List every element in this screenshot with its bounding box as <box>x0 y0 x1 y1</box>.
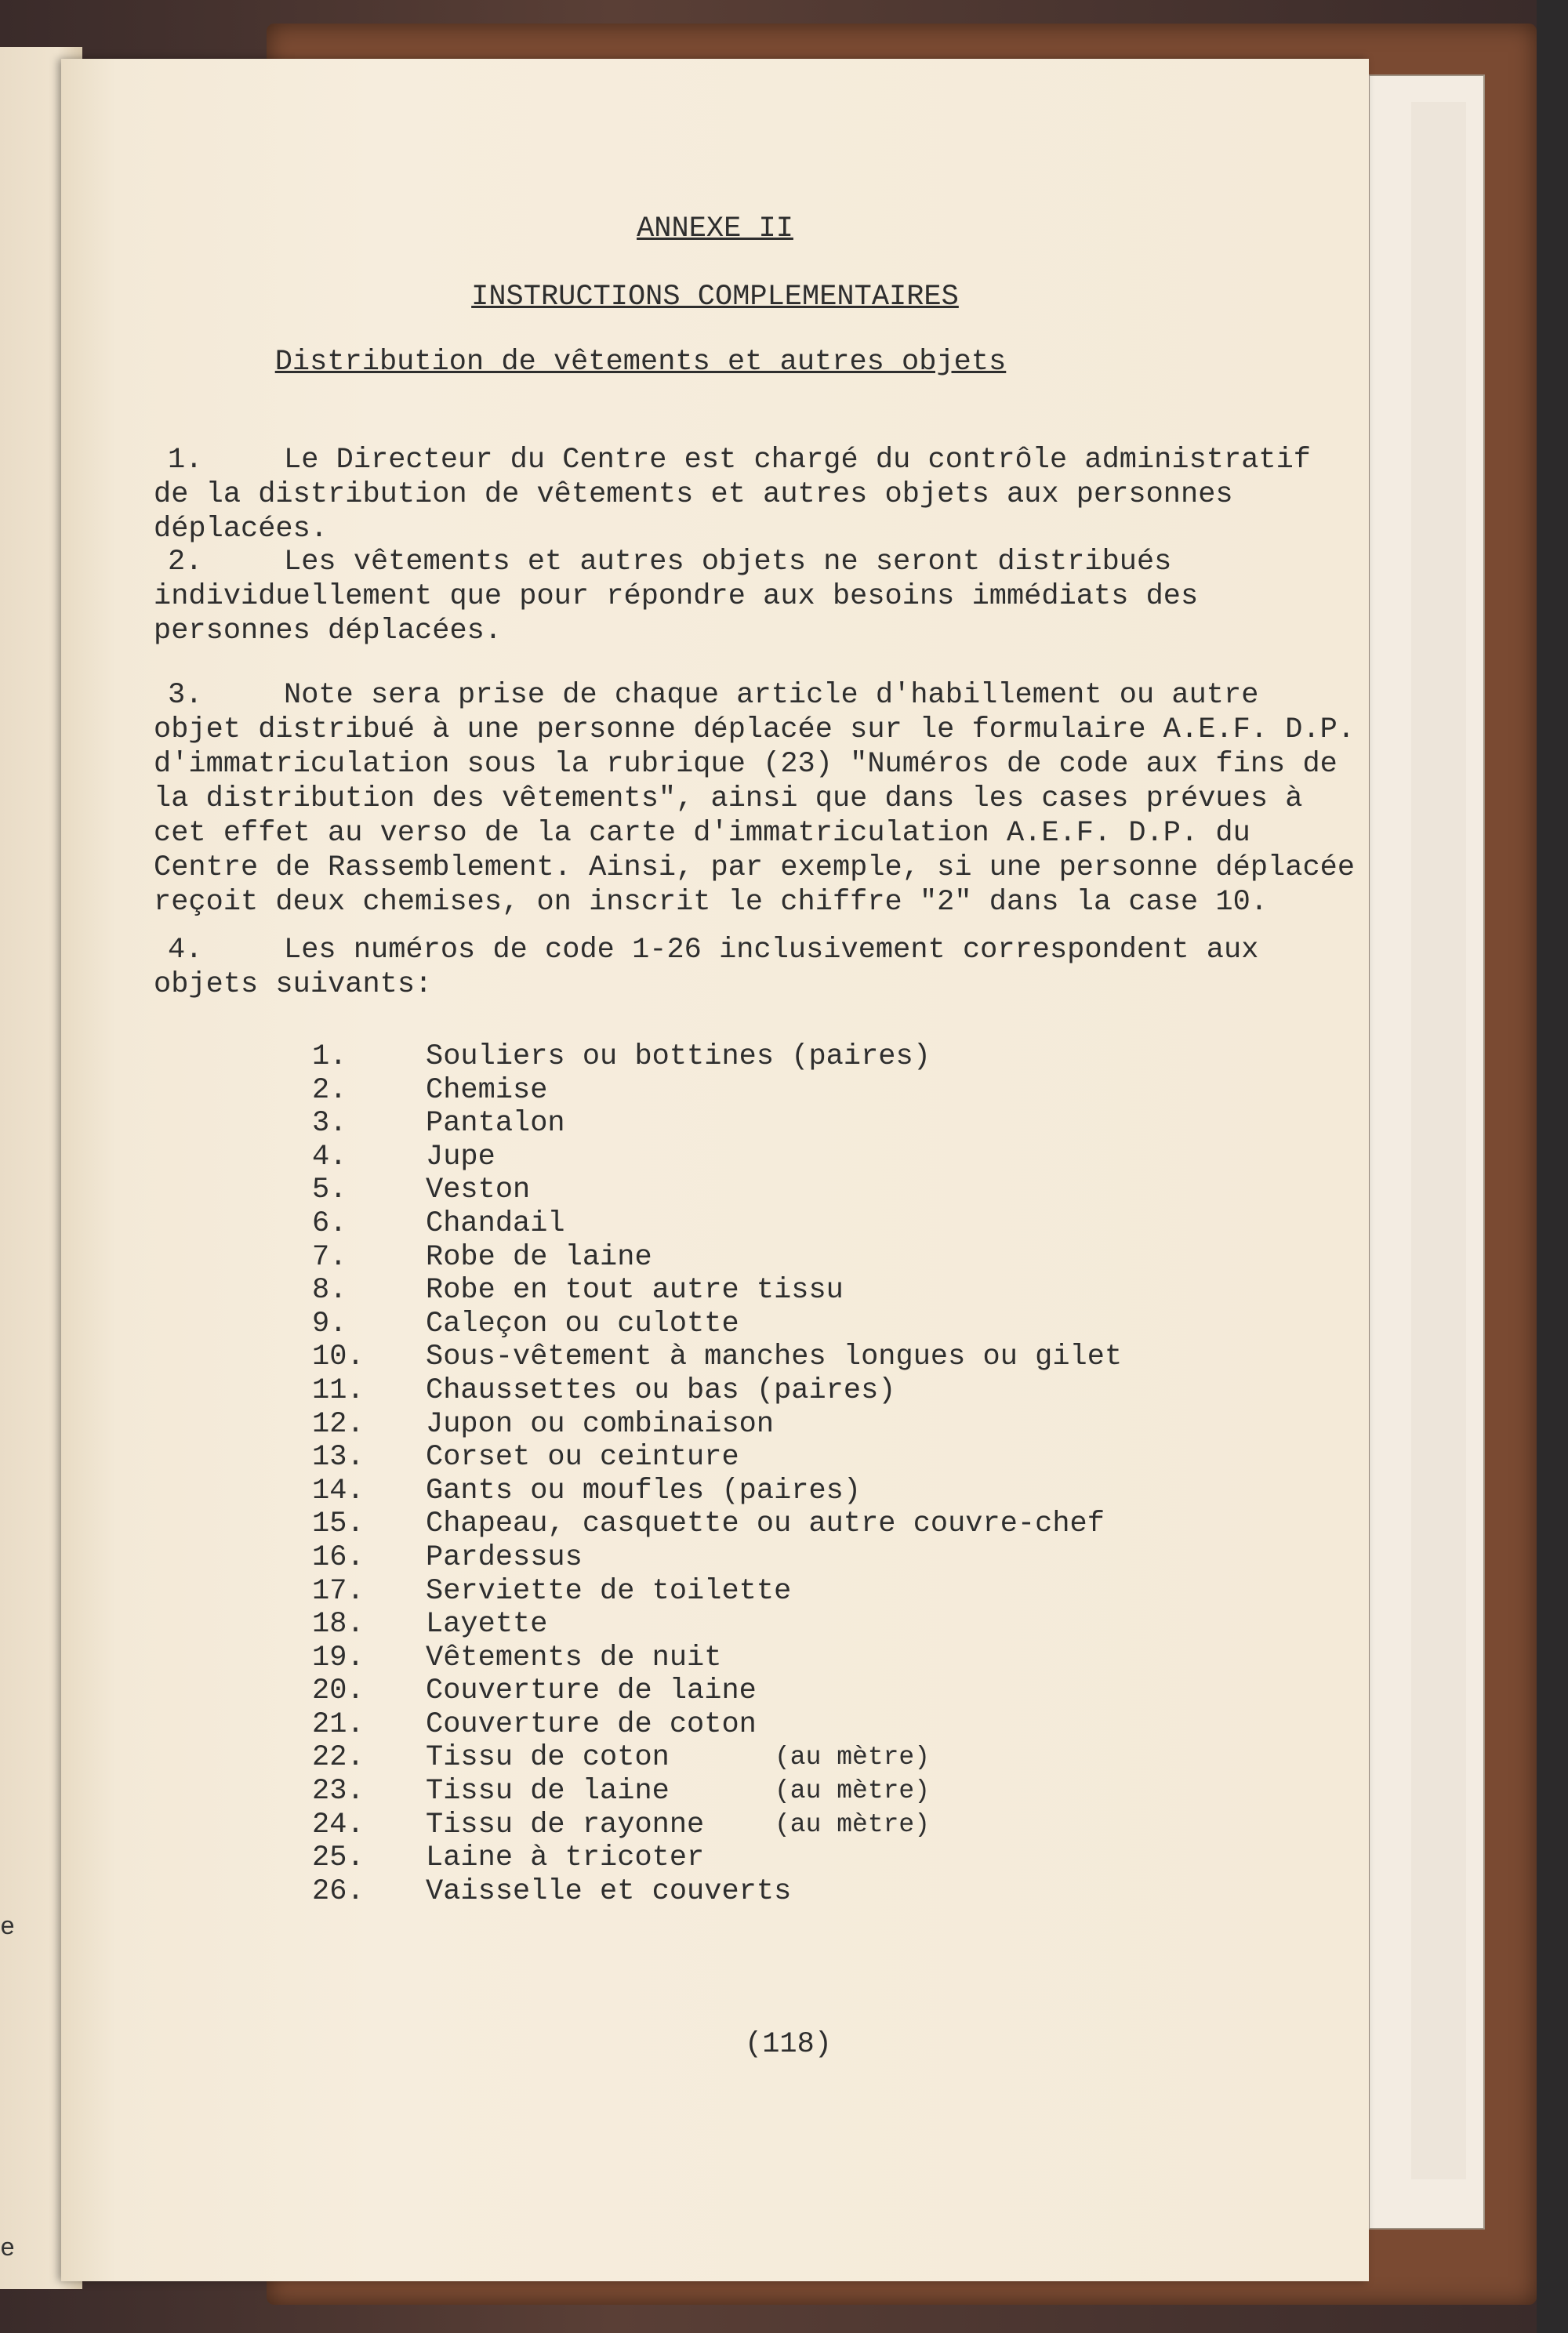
list-item: 11. Chaussettes ou bas (paires) <box>312 1373 896 1407</box>
list-item: 22. Tissu de coton (au mètre) <box>312 1741 931 1775</box>
unit-note: (au mètre) <box>775 1743 931 1772</box>
paragraph-number: 3. <box>168 679 203 712</box>
paragraph-2 <box>154 545 1357 648</box>
paragraph-number: 1. <box>168 444 203 477</box>
paragraph-text: Les numéros de code 1-26 inclusivement correspondent aux objets suivants: <box>154 934 1259 1001</box>
page-number: (118) <box>744 2028 833 2061</box>
list-item: 13. Corset ou ceinture <box>312 1441 739 1475</box>
list-item: 23. Tissu de laine (au mètre) <box>312 1775 931 1809</box>
list-item: 24. Tissu de rayonne (au mètre) <box>312 1808 931 1841</box>
list-item: 6. Chandail <box>312 1206 565 1240</box>
list-item: 18. Layette <box>312 1608 548 1642</box>
list-item: 14. Gants ou moufles (paires) <box>312 1474 862 1508</box>
list-item: 12. Jupon ou combinaison <box>312 1407 775 1441</box>
list-item: 4. Jupe <box>312 1140 495 1174</box>
unit-note: (au mètre) <box>775 1776 931 1806</box>
list-item: 16. Pardessus <box>312 1540 583 1574</box>
section-title: INSTRUCTIONS COMPLEMENTAIRES <box>471 281 959 314</box>
code-list <box>312 1040 1174 1908</box>
document-page <box>61 59 1369 2281</box>
list-item: 25. Laine à tricoter <box>312 1841 705 1875</box>
list-item: 21. Couverture de coton <box>312 1707 757 1741</box>
paragraph-4 <box>154 933 1357 1002</box>
list-item: 9. Caleçon ou culotte <box>312 1307 739 1341</box>
underlying-page-edge <box>1411 102 1466 2179</box>
left-page-char: e <box>0 2234 16 2263</box>
list-item: 17. Serviette de toilette <box>312 1574 792 1608</box>
paragraph-1 <box>154 443 1357 546</box>
list-item: 3. Pantalon <box>312 1107 565 1141</box>
paragraph-number: 2. <box>168 546 203 579</box>
list-item: 15. Chapeau, casquette ou autre couvre-chef <box>312 1508 1105 1541</box>
unit-note: (au mètre) <box>775 1809 931 1839</box>
list-item: 26. Vaisselle et couverts <box>312 1874 792 1908</box>
list-item: 1. Souliers ou bottines (paires) <box>312 1040 931 1073</box>
paragraph-text: Note sera prise de chaque article d'habillement ou autre objet distribué à une personne déplacée sur le formulaire A.E.F. D.P. d'immatriculation sous la rubrique (23) "Numéros de code aux fins de la distribution des vêtements", ainsi que dans les cases prévues à cet effet au verso de la carte d'immatriculation A.E.F. D.P. du Centre de Rassemblement. Ainsi, par exemple, si une personne déplacée reçoit deux chemises, on inscrit le chiffre "2" dans la case 10. <box>154 679 1356 919</box>
list-item: 19. Vêtements de nuit <box>312 1641 722 1674</box>
list-item: 5. Veston <box>312 1174 531 1207</box>
left-page-char: e <box>0 1913 16 1942</box>
paragraph-3 <box>154 678 1357 920</box>
list-item: 20. Couverture de laine <box>312 1674 757 1708</box>
annex-heading: ANNEXE II <box>637 212 793 245</box>
list-item: 10. Sous-vêtement à manches longues ou gilet <box>312 1341 1123 1374</box>
list-item: 7. Robe de laine <box>312 1240 652 1274</box>
subtitle: Distribution de vêtements et autres objets <box>274 346 1007 379</box>
paragraph-text: Le Directeur du Centre est chargé du contrôle administratif de la distribution de vêtements et autres objets aux personnes déplacées. <box>154 444 1312 546</box>
paragraph-text: Les vêtements et autres objets ne seront distribués individuellement que pour répondre aux besoins immédiats des personnes déplacées. <box>154 546 1199 648</box>
list-item: 8. Robe en tout autre tissu <box>312 1274 844 1308</box>
paragraph-number: 4. <box>168 934 203 967</box>
list-item: 2. Chemise <box>312 1073 548 1107</box>
